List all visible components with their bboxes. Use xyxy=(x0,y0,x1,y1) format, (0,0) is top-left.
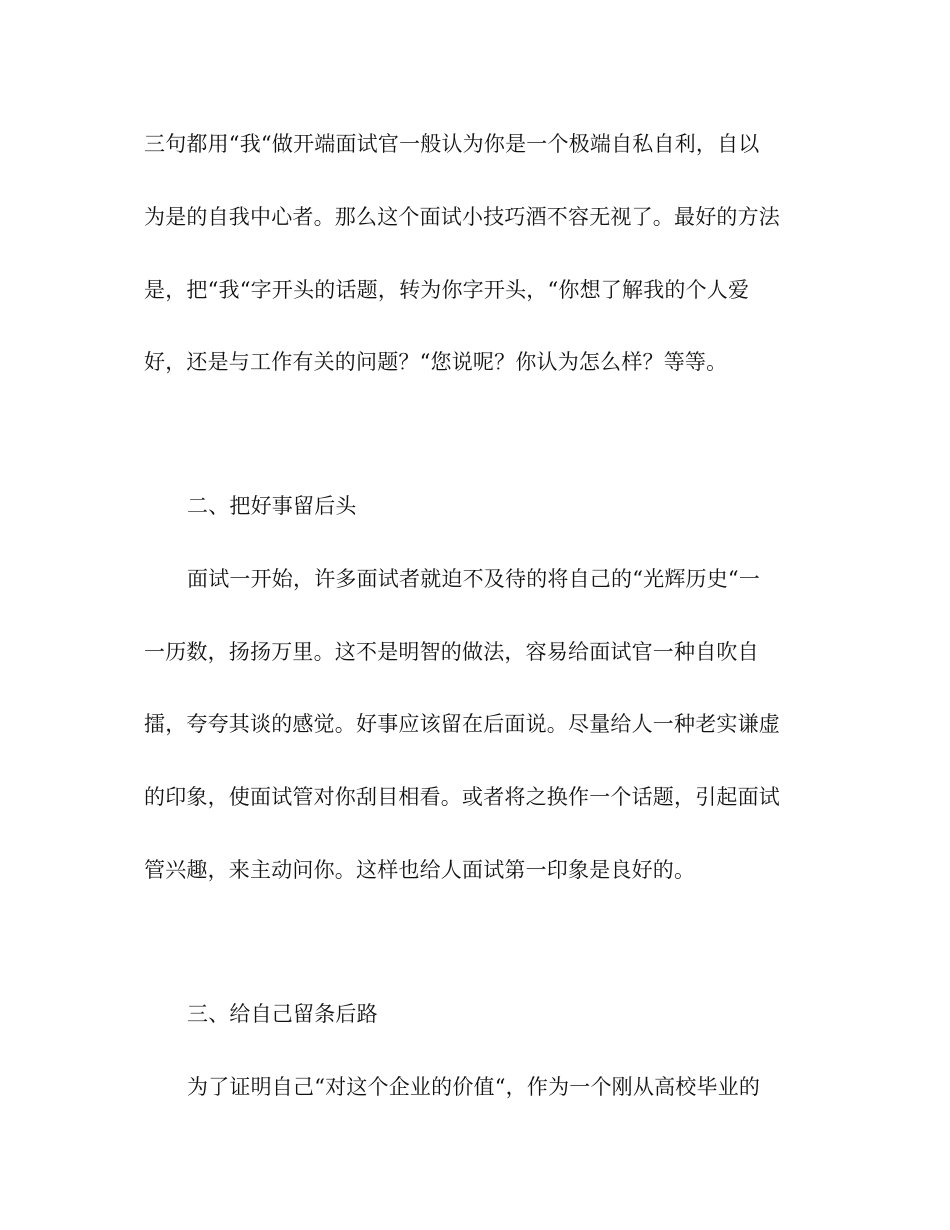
section-3-line-1: 为了证明自己“对这个企业的价值“，作为一个刚从高校毕业的 xyxy=(187,1075,761,1099)
paragraph-1-line-2: 为是的自我中心者。那么这个面试小技巧酒不容无视了。最好的方法 xyxy=(144,205,780,229)
section-2-heading: 二、把好事留后头 xyxy=(187,494,357,518)
section-2-line-3: 擂，夸夸其谈的感觉。好事应该留在后面说。尽量给人一种老实谦虚 xyxy=(144,712,780,736)
section-2-line-5: 管兴趣，来主动问你。这样也给人面试第一印象是良好的。 xyxy=(144,858,696,882)
section-2-line-1: 面试一开始，许多面试者就迫不及待的将自己的“光辉历史“一 xyxy=(187,567,761,591)
section-3-heading: 三、给自己留条后路 xyxy=(187,1002,378,1026)
paragraph-1-line-1: 三句都用“我“做开端面试官一般认为你是一个极端自私自利，自以 xyxy=(144,132,760,156)
paragraph-1-line-4: 好，还是与工作有关的问题？“您说呢？你认为怎么样？等等。 xyxy=(144,350,728,374)
section-2-line-4: 的印象，使面试管对你刮目相看。或者将之换作一个话题，引起面试 xyxy=(144,785,780,809)
section-2-line-2: 一历数，扬扬万里。这不是明智的做法，容易给面试官一种自吹自 xyxy=(144,640,759,664)
paragraph-1-line-3: 是，把“我“字开头的话题，转为你字开头，“你想了解我的个人爱 xyxy=(144,278,750,302)
